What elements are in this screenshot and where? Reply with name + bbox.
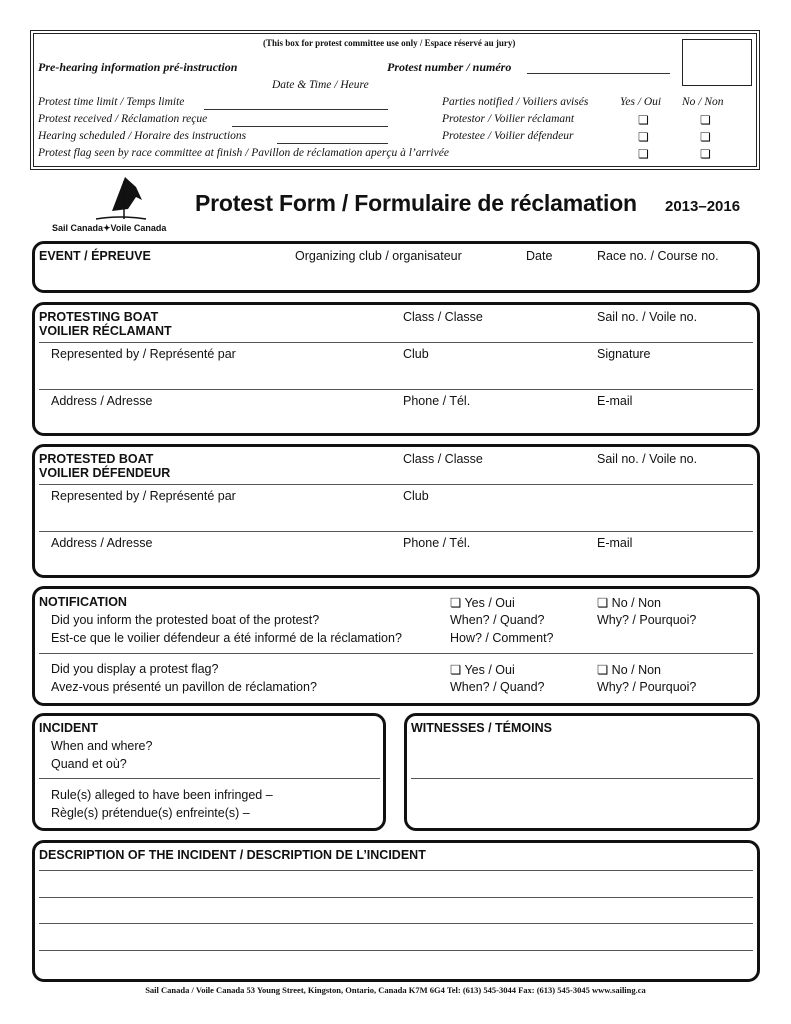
protest-number-field[interactable] <box>527 73 670 74</box>
protesting-represented-label: Represented by / Représenté par <box>51 347 236 361</box>
parties-notified-label: Parties notified / Voiliers avisés <box>442 96 589 108</box>
flag-when-label: When? / Quand? <box>450 680 545 694</box>
protesting-sail-label: Sail no. / Voile no. <box>597 310 698 324</box>
divider <box>39 484 753 485</box>
witnesses-label: WITNESSES / TÉMOINS <box>411 721 552 735</box>
when-where-label: When and where? <box>51 739 153 753</box>
witness-line[interactable] <box>411 778 753 779</box>
protested-club-label: Club <box>403 489 429 503</box>
protested-phone-label: Phone / Tél. <box>403 536 471 550</box>
footer: Sail Canada / Voile Canada 53 Young Street, Kingston, Ontario, Canada K7M 6G4 Tel: (613) 545-3044 Fax: (613) 545-3045 www.sailing.ca <box>145 985 646 995</box>
protestor-label: Protestor / Voilier réclamant <box>442 113 575 125</box>
inform-yes-checkbox[interactable]: ❏ Yes / Oui <box>450 596 515 610</box>
protested-sail-label: Sail no. / Voile no. <box>597 452 698 466</box>
rules-label: Rule(s) alleged to have been infringed – <box>51 788 273 802</box>
protestee-no-checkbox[interactable]: ❏ <box>700 130 711 144</box>
protesting-club-label: Club <box>403 347 429 361</box>
inform-how-label: How? / Comment? <box>450 631 554 645</box>
protesting-email-label: E-mail <box>597 394 633 408</box>
time-limit-field[interactable] <box>204 109 388 110</box>
protested-class-label: Class / Classe <box>403 452 483 466</box>
protesting-signature-label: Signature <box>597 347 651 361</box>
date-time-label: Date & Time / Heure <box>272 79 369 91</box>
when-where-label-fr: Quand et où? <box>51 757 127 771</box>
flag-seen-label: Protest flag seen by race committee at finish / Pavillon de réclamation aperçu à l’arrivée <box>38 147 449 159</box>
received-field[interactable] <box>232 126 388 127</box>
protested-address-label: Address / Adresse <box>51 536 153 550</box>
flag-why-label: Why? / Pourquoi? <box>597 680 697 694</box>
inform-question: Did you inform the protested boat of the protest? <box>51 613 320 627</box>
divider <box>39 531 753 532</box>
hearing-field[interactable] <box>277 143 388 144</box>
flag-no-checkbox[interactable]: ❏ No / Non <box>597 663 662 677</box>
flag-question-fr: Avez-vous présenté un pavillon de réclamation? <box>51 680 317 694</box>
description-label: DESCRIPTION OF THE INCIDENT / DESCRIPTION DE L’INCIDENT <box>39 848 426 862</box>
description-line[interactable] <box>39 897 753 898</box>
race-number-label: Race no. / Course no. <box>597 249 719 263</box>
description-line[interactable] <box>39 870 753 871</box>
time-limit-label: Protest time limit / Temps limite <box>38 96 185 108</box>
description-line[interactable] <box>39 923 753 924</box>
organizing-club-label: Organizing club / organisateur <box>295 249 462 263</box>
protesting-boat-label-fr: VOILIER RÉCLAMANT <box>39 324 172 338</box>
flag-question: Did you display a protest flag? <box>51 662 219 676</box>
protested-boat-label: PROTESTED BOAT <box>39 452 154 466</box>
yes-header: Yes / Oui <box>620 96 662 108</box>
flag-yes-checkbox[interactable]: ❏ Yes / Oui <box>450 663 515 677</box>
divider <box>39 342 753 343</box>
sail-canada-logo-icon <box>90 175 150 225</box>
flag-seen-no-checkbox[interactable]: ❏ <box>700 147 711 161</box>
inform-why-label: Why? / Pourquoi? <box>597 613 697 627</box>
protested-email-label: E-mail <box>597 536 633 550</box>
stamp-box[interactable] <box>682 39 752 86</box>
prehearing-heading: Pre-hearing information pré-instruction <box>38 60 238 74</box>
description-line[interactable] <box>39 950 753 951</box>
divider <box>39 653 753 654</box>
incident-label: INCIDENT <box>39 721 99 735</box>
received-label: Protest received / Réclamation reçue <box>38 113 208 125</box>
flag-seen-yes-checkbox[interactable]: ❏ <box>638 147 649 161</box>
notification-label: NOTIFICATION <box>39 595 127 609</box>
form-years: 2013–2016 <box>665 198 741 215</box>
divider <box>39 778 380 779</box>
inform-question-fr: Est-ce que le voilier défendeur a été informé de la réclamation? <box>51 631 402 645</box>
protestor-no-checkbox[interactable]: ❏ <box>700 113 711 127</box>
protest-number-label: Protest number / numéro <box>387 60 512 74</box>
inform-no-checkbox[interactable]: ❏ No / Non <box>597 596 662 610</box>
protested-represented-label: Represented by / Représenté par <box>51 489 236 503</box>
hearing-label: Hearing scheduled / Horaire des instructions <box>38 130 247 142</box>
protestee-yes-checkbox[interactable]: ❏ <box>638 130 649 144</box>
date-label: Date <box>526 249 553 263</box>
page-title: Protest Form / Formulaire de réclamation <box>195 190 637 216</box>
committee-note: (This box for protest committee use only / Espace réservé au jury) <box>263 38 516 48</box>
protesting-address-label: Address / Adresse <box>51 394 153 408</box>
inform-when-label: When? / Quand? <box>450 613 545 627</box>
protesting-phone-label: Phone / Tél. <box>403 394 471 408</box>
protestor-yes-checkbox[interactable]: ❏ <box>638 113 649 127</box>
event-label: EVENT / ÉPREUVE <box>39 249 151 263</box>
protesting-boat-label: PROTESTING BOAT <box>39 310 159 324</box>
protesting-class-label: Class / Classe <box>403 310 483 324</box>
protested-boat-label-fr: VOILIER DÉFENDEUR <box>39 466 171 480</box>
logo-text: Sail Canada✦Voile Canada <box>52 223 167 233</box>
divider <box>39 389 753 390</box>
rules-label-fr: Règle(s) prétendue(s) enfreinte(s) – <box>51 806 250 820</box>
protestee-label: Protestee / Voilier défendeur <box>442 130 574 142</box>
no-header: No / Non <box>682 96 724 108</box>
